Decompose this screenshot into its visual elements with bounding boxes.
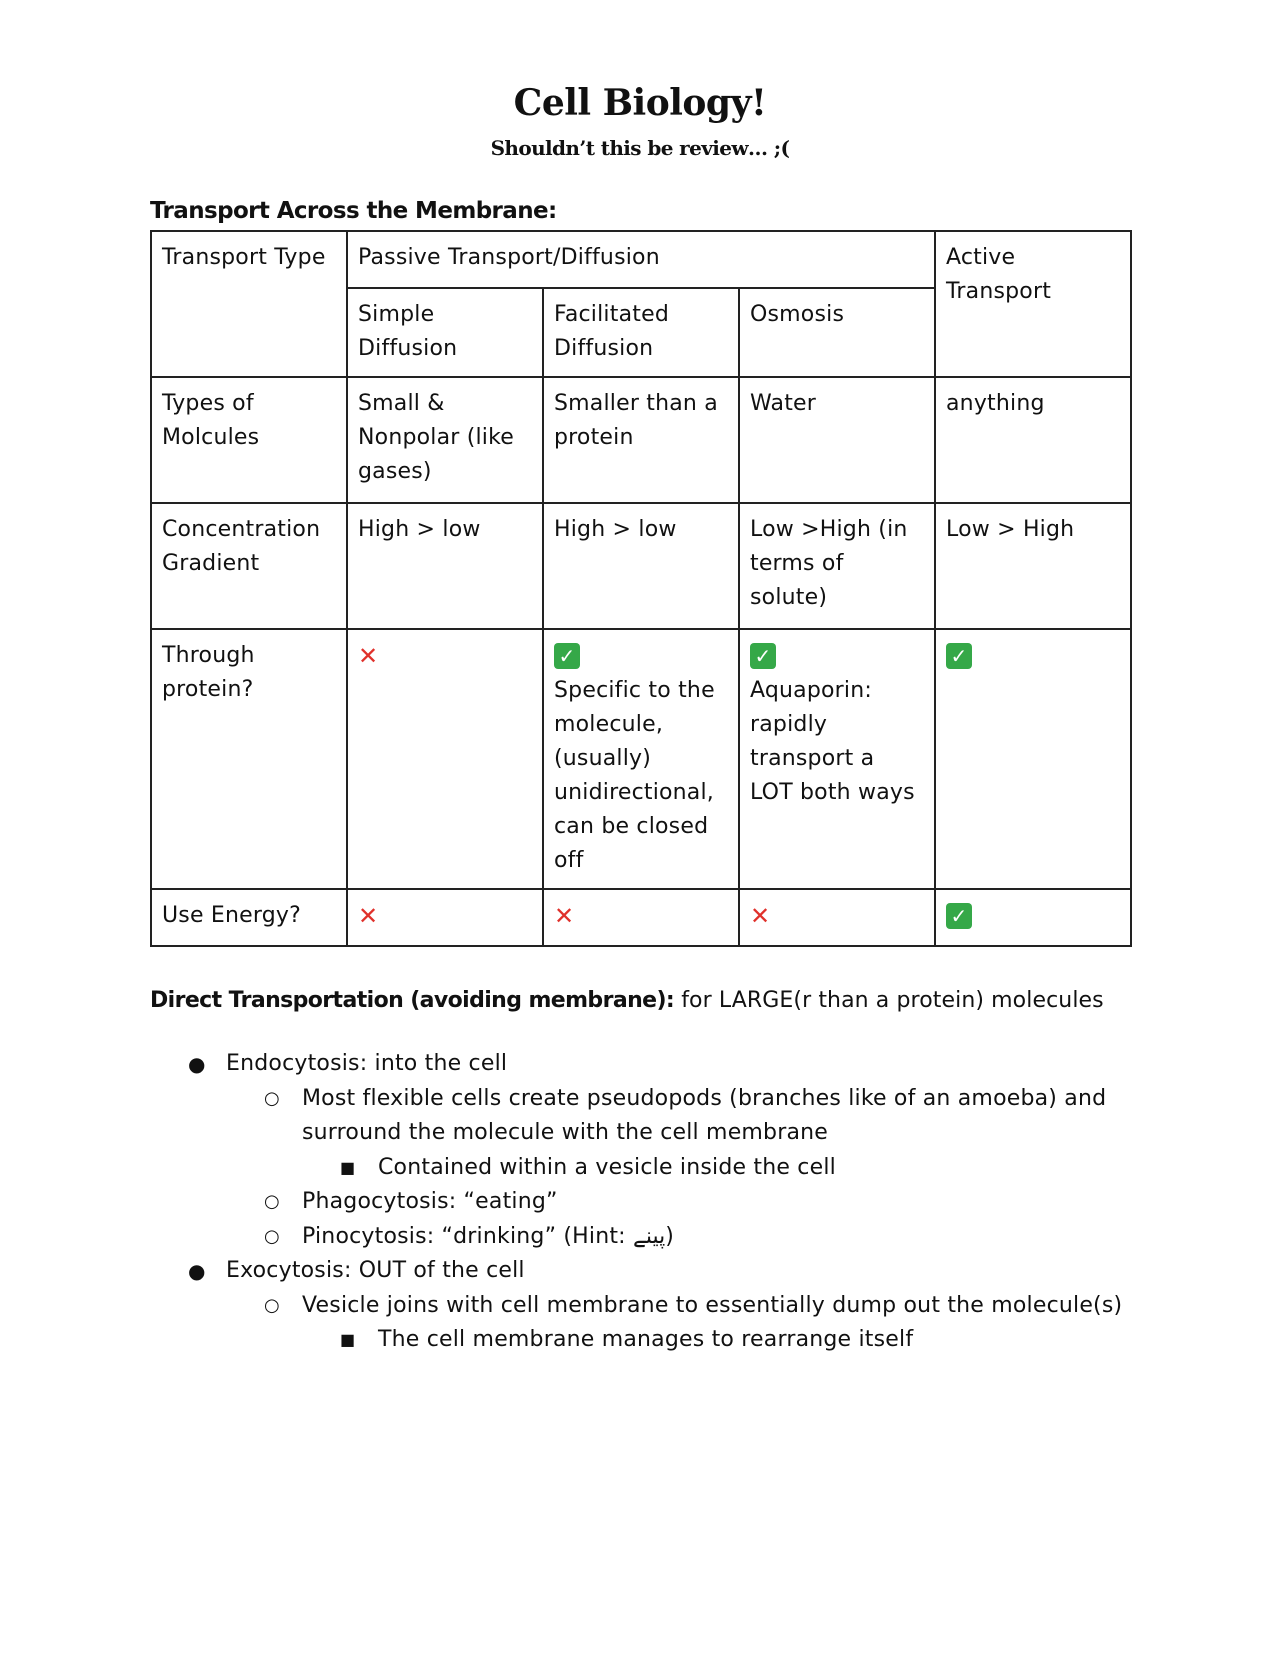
bullet-list — [150, 1047, 1130, 1358]
sub-list — [226, 1082, 1130, 1255]
list-item-text: Exocytosis: OUT of the cell — [226, 1258, 525, 1283]
table-cell — [543, 889, 739, 946]
table-cell: Facilitated Diffusion — [543, 288, 739, 377]
table-row — [151, 889, 1131, 946]
table-cell — [347, 629, 543, 889]
list-item — [226, 1289, 1130, 1358]
transport-table — [150, 230, 1132, 947]
list-item — [302, 1323, 1130, 1358]
cross-mark-icon: ✕ — [358, 902, 379, 930]
direct-transport-lead: Direct Transportation (avoiding membrane): — [150, 988, 675, 1013]
bullet-circle-icon: ○ — [264, 1225, 280, 1247]
table-cell: Small & Nonpolar (like gases) — [347, 377, 543, 503]
table-row — [151, 231, 1131, 288]
direct-transport-paragraph — [150, 985, 1130, 1017]
direct-transport-text: for LARGE(r than a protein) molecules — [674, 988, 1104, 1013]
table-row — [151, 377, 1131, 503]
page-subtitle: Shouldn’t this be review… ;( — [490, 136, 790, 160]
sub-sub-list — [302, 1151, 1130, 1186]
bullet-dot-icon: ● — [188, 1259, 206, 1283]
list-item-text: Endocytosis: into the cell — [226, 1051, 508, 1076]
cell-text: Specific to the molecule, (usually) unidirectional, can be closed off — [554, 678, 715, 873]
list-item-text: Most flexible cells create pseudopods (branches like of an amoeba) and surround the molecule with the cell membrane — [302, 1085, 1107, 1145]
table-cell — [935, 629, 1131, 889]
table-cell: Low > High — [935, 503, 1131, 629]
bullet-circle-icon: ○ — [264, 1294, 280, 1316]
table-cell: Active Transport — [935, 231, 1131, 377]
list-item — [226, 1185, 1130, 1220]
table-cell — [739, 889, 935, 946]
document-page — [150, 70, 1130, 1358]
list-item — [302, 1151, 1130, 1186]
bullet-dot-icon: ● — [188, 1052, 206, 1076]
table-cell — [935, 889, 1131, 946]
cell-text: Aquaporin: rapidly transport a LOT both ways — [750, 678, 915, 805]
table-row — [151, 503, 1131, 629]
list-item-text: Contained within a vesicle inside the cell — [378, 1154, 836, 1180]
list-item-text: Phagocytosis: “eating” — [302, 1189, 558, 1214]
check-mark-icon: ✓ — [750, 643, 776, 669]
table-cell: Simple Diffusion — [347, 288, 543, 377]
table-cell: Osmosis — [739, 288, 935, 377]
table-cell — [347, 889, 543, 946]
table-cell: anything — [935, 377, 1131, 503]
table-cell: Water — [739, 377, 935, 503]
check-mark-icon: ✓ — [946, 643, 972, 669]
check-mark-icon: ✓ — [946, 903, 972, 929]
table-cell: Types of Molcules — [151, 377, 347, 503]
list-item — [150, 1254, 1130, 1358]
table-cell: Through protein? — [151, 629, 347, 889]
table-cell: Transport Type — [151, 231, 347, 377]
table-cell: Concentration Gradient — [151, 503, 347, 629]
table-cell — [739, 629, 935, 889]
sub-list — [226, 1289, 1130, 1358]
list-item-text: The cell membrane manages to rearrange itself — [378, 1327, 914, 1352]
table-cell: Passive Transport/Diffusion — [347, 231, 935, 288]
list-item — [226, 1082, 1130, 1186]
cross-mark-icon: ✕ — [358, 642, 379, 670]
bullet-circle-icon: ○ — [264, 1087, 280, 1109]
table-cell: High > low — [347, 503, 543, 629]
cross-mark-icon: ✕ — [750, 902, 771, 930]
check-mark-icon: ✓ — [554, 643, 580, 669]
table-cell: Use Energy? — [151, 889, 347, 946]
table-cell — [543, 629, 739, 889]
table-cell: High > low — [543, 503, 739, 629]
table-row — [151, 629, 1131, 889]
bullet-square-icon: ■ — [340, 1330, 356, 1349]
table-cell: Smaller than a protein — [543, 377, 739, 503]
table-cell: Low >High (in terms of solute) — [739, 503, 935, 629]
list-item-text: Vesicle joins with cell membrane to essentially dump out the molecule(s) — [302, 1292, 1123, 1318]
cross-mark-icon: ✕ — [554, 902, 575, 930]
list-item-text: Pinocytosis: “drinking” (Hint: پینے) — [302, 1223, 675, 1249]
page-title: Cell Biology! — [513, 82, 767, 124]
bullet-circle-icon: ○ — [264, 1191, 280, 1212]
list-item — [226, 1220, 1130, 1255]
bullet-square-icon: ■ — [340, 1157, 356, 1177]
list-item — [150, 1047, 1130, 1254]
sub-sub-list — [302, 1323, 1130, 1358]
transport-heading: Transport Across the Membrane: — [150, 198, 557, 224]
